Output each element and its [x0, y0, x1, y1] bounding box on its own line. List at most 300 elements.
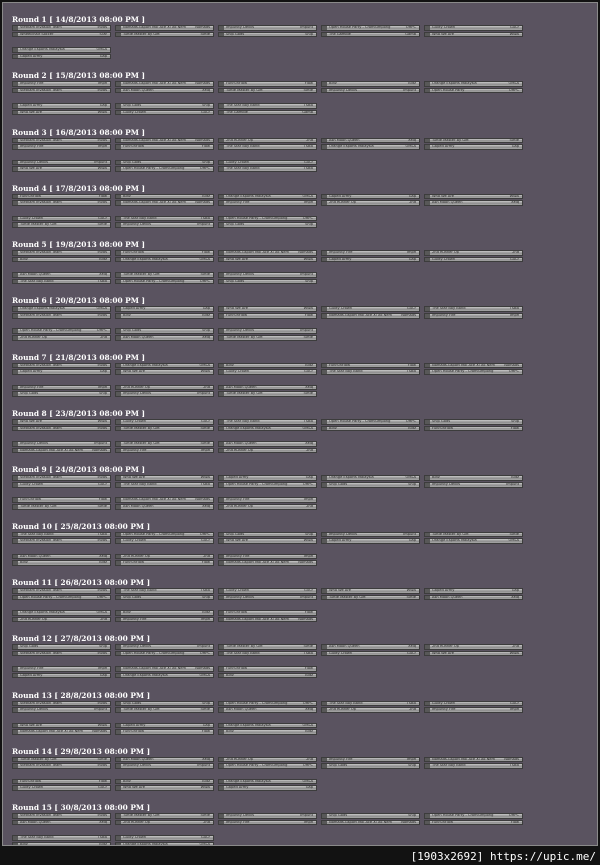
away-team-bar[interactable]	[115, 448, 214, 454]
match-card[interactable]	[218, 385, 317, 398]
away-team-bar[interactable]	[424, 651, 523, 657]
home-team-bar[interactable]	[12, 666, 111, 672]
away-team-bar[interactable]	[115, 313, 214, 319]
home-team-bar[interactable]	[115, 81, 214, 87]
away-team-bar[interactable]	[321, 595, 420, 601]
home-team-bar[interactable]	[12, 419, 111, 425]
match-card[interactable]	[424, 475, 523, 488]
home-team-bar[interactable]	[12, 81, 111, 87]
away-team-bar[interactable]	[424, 763, 523, 769]
away-team-bar[interactable]	[115, 617, 214, 623]
match-card[interactable]	[321, 532, 420, 545]
match-card[interactable]	[218, 160, 317, 173]
home-team-bar[interactable]	[218, 216, 317, 222]
home-team-bar[interactable]	[218, 610, 317, 616]
away-team-bar[interactable]	[218, 144, 317, 150]
home-team-bar[interactable]	[424, 475, 523, 481]
match-card[interactable]	[115, 25, 214, 38]
match-card[interactable]	[12, 610, 111, 623]
away-team-bar[interactable]	[12, 222, 111, 228]
match-card[interactable]	[115, 328, 214, 341]
away-team-bar[interactable]	[321, 313, 420, 319]
away-team-bar[interactable]	[12, 482, 111, 488]
match-card[interactable]	[115, 723, 214, 736]
home-team-bar[interactable]	[115, 532, 214, 538]
away-team-bar[interactable]	[12, 426, 111, 432]
away-team-bar[interactable]	[12, 110, 111, 116]
home-team-bar[interactable]	[321, 419, 420, 425]
home-team-bar[interactable]	[12, 835, 111, 841]
match-card[interactable]	[424, 25, 523, 38]
home-team-bar[interactable]	[115, 160, 214, 166]
away-team-bar[interactable]	[424, 257, 523, 263]
away-team-bar[interactable]	[218, 538, 317, 544]
match-card[interactable]	[424, 757, 523, 770]
home-team-bar[interactable]	[115, 588, 214, 594]
match-card[interactable]	[424, 138, 523, 151]
match-card[interactable]	[115, 532, 214, 545]
match-card[interactable]	[12, 25, 111, 38]
match-card[interactable]	[115, 306, 214, 319]
away-team-bar[interactable]	[115, 110, 214, 116]
match-card[interactable]	[115, 666, 214, 679]
match-card[interactable]	[12, 532, 111, 545]
match-card[interactable]	[12, 779, 111, 792]
away-team-bar[interactable]	[321, 763, 420, 769]
home-team-bar[interactable]	[321, 363, 420, 369]
away-team-bar[interactable]	[12, 538, 111, 544]
home-team-bar[interactable]	[115, 554, 214, 560]
match-card[interactable]	[218, 216, 317, 229]
away-team-bar[interactable]	[12, 391, 111, 397]
match-card[interactable]	[321, 644, 420, 657]
match-card[interactable]	[218, 644, 317, 657]
match-card[interactable]	[321, 138, 420, 151]
home-team-bar[interactable]	[12, 441, 111, 447]
home-team-bar[interactable]	[115, 644, 214, 650]
home-team-bar[interactable]	[218, 194, 317, 200]
away-team-bar[interactable]	[115, 144, 214, 150]
match-card[interactable]	[218, 813, 317, 826]
home-team-bar[interactable]	[424, 363, 523, 369]
away-team-bar[interactable]	[12, 166, 111, 172]
home-team-bar[interactable]	[424, 701, 523, 707]
away-team-bar[interactable]	[12, 763, 111, 769]
away-team-bar[interactable]	[115, 785, 214, 791]
away-team-bar[interactable]	[12, 313, 111, 319]
away-team-bar[interactable]	[115, 538, 214, 544]
match-card[interactable]	[115, 272, 214, 285]
away-team-bar[interactable]	[321, 482, 420, 488]
match-card[interactable]	[321, 701, 420, 714]
home-team-bar[interactable]	[321, 588, 420, 594]
away-team-bar[interactable]	[12, 54, 111, 60]
away-team-bar[interactable]	[321, 257, 420, 263]
away-team-bar[interactable]	[218, 820, 317, 826]
match-card[interactable]	[12, 666, 111, 679]
home-team-bar[interactable]	[115, 813, 214, 819]
away-team-bar[interactable]	[321, 144, 420, 150]
home-team-bar[interactable]	[424, 25, 523, 31]
home-team-bar[interactable]	[12, 216, 111, 222]
home-team-bar[interactable]	[218, 588, 317, 594]
home-team-bar[interactable]	[115, 757, 214, 763]
home-team-bar[interactable]	[321, 194, 420, 200]
away-team-bar[interactable]	[115, 369, 214, 375]
match-card[interactable]	[115, 779, 214, 792]
home-team-bar[interactable]	[12, 385, 111, 391]
home-team-bar[interactable]	[424, 757, 523, 763]
away-team-bar[interactable]	[12, 279, 111, 285]
away-team-bar[interactable]	[321, 369, 420, 375]
away-team-bar[interactable]	[424, 426, 523, 432]
home-team-bar[interactable]	[218, 701, 317, 707]
away-team-bar[interactable]	[218, 391, 317, 397]
away-team-bar[interactable]	[321, 651, 420, 657]
match-card[interactable]	[218, 81, 317, 94]
away-team-bar[interactable]	[218, 729, 317, 735]
away-team-bar[interactable]	[12, 257, 111, 263]
home-team-bar[interactable]	[115, 385, 214, 391]
away-team-bar[interactable]	[12, 200, 111, 206]
match-card[interactable]	[218, 610, 317, 623]
match-card[interactable]	[12, 757, 111, 770]
home-team-bar[interactable]	[115, 250, 214, 256]
away-team-bar[interactable]	[424, 538, 523, 544]
away-team-bar[interactable]	[218, 482, 317, 488]
home-team-bar[interactable]	[218, 813, 317, 819]
away-team-bar[interactable]	[321, 707, 420, 713]
home-team-bar[interactable]	[115, 363, 214, 369]
match-card[interactable]	[115, 644, 214, 657]
match-card[interactable]	[424, 701, 523, 714]
away-team-bar[interactable]	[424, 595, 523, 601]
away-team-bar[interactable]	[12, 617, 111, 623]
home-team-bar[interactable]	[12, 103, 111, 109]
away-team-bar[interactable]	[424, 482, 523, 488]
home-team-bar[interactable]	[424, 644, 523, 650]
away-team-bar[interactable]	[115, 842, 214, 846]
match-card[interactable]	[218, 194, 317, 207]
away-team-bar[interactable]	[424, 200, 523, 206]
match-card[interactable]	[115, 194, 214, 207]
away-team-bar[interactable]	[218, 560, 317, 566]
away-team-bar[interactable]	[115, 482, 214, 488]
home-team-bar[interactable]	[12, 723, 111, 729]
match-card[interactable]	[321, 25, 420, 38]
away-team-bar[interactable]	[424, 369, 523, 375]
away-team-bar[interactable]	[115, 391, 214, 397]
away-team-bar[interactable]	[218, 222, 317, 228]
away-team-bar[interactable]	[218, 504, 317, 510]
home-team-bar[interactable]	[218, 160, 317, 166]
home-team-bar[interactable]	[218, 779, 317, 785]
match-card[interactable]	[12, 306, 111, 319]
match-card[interactable]	[12, 363, 111, 376]
match-card[interactable]	[218, 532, 317, 545]
match-card[interactable]	[12, 103, 111, 116]
home-team-bar[interactable]	[115, 497, 214, 503]
away-team-bar[interactable]	[218, 448, 317, 454]
home-team-bar[interactable]	[12, 138, 111, 144]
away-team-bar[interactable]	[12, 595, 111, 601]
away-team-bar[interactable]	[321, 88, 420, 94]
away-team-bar[interactable]	[218, 673, 317, 679]
match-card[interactable]	[321, 813, 420, 826]
match-card[interactable]	[115, 835, 214, 846]
away-team-bar[interactable]	[218, 335, 317, 341]
match-card[interactable]	[424, 813, 523, 826]
home-team-bar[interactable]	[12, 497, 111, 503]
match-card[interactable]	[12, 644, 111, 657]
match-card[interactable]	[12, 554, 111, 567]
home-team-bar[interactable]	[12, 306, 111, 312]
away-team-bar[interactable]	[218, 369, 317, 375]
home-team-bar[interactable]	[115, 610, 214, 616]
match-card[interactable]	[218, 138, 317, 151]
home-team-bar[interactable]	[12, 554, 111, 560]
match-card[interactable]	[218, 441, 317, 454]
match-card[interactable]	[218, 497, 317, 510]
match-card[interactable]	[321, 81, 420, 94]
away-team-bar[interactable]	[115, 426, 214, 432]
away-team-bar[interactable]	[12, 842, 111, 846]
match-card[interactable]	[115, 138, 214, 151]
home-team-bar[interactable]	[218, 306, 317, 312]
away-team-bar[interactable]	[12, 673, 111, 679]
match-card[interactable]	[218, 666, 317, 679]
home-team-bar[interactable]	[12, 813, 111, 819]
home-team-bar[interactable]	[218, 644, 317, 650]
home-team-bar[interactable]	[12, 250, 111, 256]
match-card[interactable]	[218, 554, 317, 567]
home-team-bar[interactable]	[12, 644, 111, 650]
away-team-bar[interactable]	[218, 110, 317, 116]
away-team-bar[interactable]	[321, 32, 420, 38]
away-team-bar[interactable]	[115, 673, 214, 679]
match-card[interactable]	[321, 475, 420, 488]
match-card[interactable]	[115, 497, 214, 510]
home-team-bar[interactable]	[321, 250, 420, 256]
match-card[interactable]	[321, 757, 420, 770]
match-card[interactable]	[218, 250, 317, 263]
match-card[interactable]	[12, 385, 111, 398]
away-team-bar[interactable]	[12, 651, 111, 657]
away-team-bar[interactable]	[218, 279, 317, 285]
away-team-bar[interactable]	[115, 820, 214, 826]
away-team-bar[interactable]	[115, 335, 214, 341]
match-card[interactable]	[12, 160, 111, 173]
away-team-bar[interactable]	[12, 820, 111, 826]
away-team-bar[interactable]	[218, 313, 317, 319]
home-team-bar[interactable]	[12, 701, 111, 707]
match-card[interactable]	[321, 419, 420, 432]
away-team-bar[interactable]	[12, 560, 111, 566]
match-card[interactable]	[115, 588, 214, 601]
home-team-bar[interactable]	[424, 813, 523, 819]
home-team-bar[interactable]	[12, 272, 111, 278]
match-card[interactable]	[321, 194, 420, 207]
match-card[interactable]	[218, 779, 317, 792]
match-card[interactable]	[218, 475, 317, 488]
match-card[interactable]	[12, 497, 111, 510]
home-team-bar[interactable]	[424, 194, 523, 200]
home-team-bar[interactable]	[424, 306, 523, 312]
home-team-bar[interactable]	[115, 216, 214, 222]
away-team-bar[interactable]	[12, 785, 111, 791]
home-team-bar[interactable]	[115, 441, 214, 447]
home-team-bar[interactable]	[115, 723, 214, 729]
match-card[interactable]	[115, 475, 214, 488]
home-team-bar[interactable]	[115, 328, 214, 334]
home-team-bar[interactable]	[115, 779, 214, 785]
match-card[interactable]	[12, 588, 111, 601]
home-team-bar[interactable]	[12, 779, 111, 785]
away-team-bar[interactable]	[115, 279, 214, 285]
away-team-bar[interactable]	[321, 200, 420, 206]
match-card[interactable]	[115, 103, 214, 116]
match-card[interactable]	[12, 47, 111, 60]
away-team-bar[interactable]	[218, 426, 317, 432]
home-team-bar[interactable]	[12, 475, 111, 481]
home-team-bar[interactable]	[218, 532, 317, 538]
match-card[interactable]	[115, 757, 214, 770]
home-team-bar[interactable]	[321, 701, 420, 707]
match-card[interactable]	[12, 272, 111, 285]
match-card[interactable]	[115, 250, 214, 263]
home-team-bar[interactable]	[424, 532, 523, 538]
home-team-bar[interactable]	[12, 194, 111, 200]
away-team-bar[interactable]	[424, 32, 523, 38]
away-team-bar[interactable]	[115, 595, 214, 601]
match-card[interactable]	[218, 723, 317, 736]
home-team-bar[interactable]	[218, 475, 317, 481]
home-team-bar[interactable]	[424, 419, 523, 425]
home-team-bar[interactable]	[424, 81, 523, 87]
away-team-bar[interactable]	[218, 651, 317, 657]
home-team-bar[interactable]	[115, 138, 214, 144]
home-team-bar[interactable]	[115, 25, 214, 31]
away-team-bar[interactable]	[321, 538, 420, 544]
away-team-bar[interactable]	[218, 88, 317, 94]
home-team-bar[interactable]	[424, 250, 523, 256]
away-team-bar[interactable]	[12, 448, 111, 454]
home-team-bar[interactable]	[321, 532, 420, 538]
home-team-bar[interactable]	[115, 835, 214, 841]
match-card[interactable]	[218, 419, 317, 432]
match-card[interactable]	[115, 216, 214, 229]
match-card[interactable]	[321, 588, 420, 601]
home-team-bar[interactable]	[424, 588, 523, 594]
home-team-bar[interactable]	[12, 328, 111, 334]
away-team-bar[interactable]	[12, 144, 111, 150]
match-card[interactable]	[424, 81, 523, 94]
match-card[interactable]	[218, 588, 317, 601]
match-card[interactable]	[12, 723, 111, 736]
match-card[interactable]	[218, 328, 317, 341]
home-team-bar[interactable]	[218, 81, 317, 87]
away-team-bar[interactable]	[218, 707, 317, 713]
away-team-bar[interactable]	[115, 504, 214, 510]
away-team-bar[interactable]	[218, 617, 317, 623]
home-team-bar[interactable]	[321, 813, 420, 819]
home-team-bar[interactable]	[321, 475, 420, 481]
match-card[interactable]	[12, 701, 111, 714]
home-team-bar[interactable]	[321, 25, 420, 31]
away-team-bar[interactable]	[115, 88, 214, 94]
match-card[interactable]	[424, 250, 523, 263]
away-team-bar[interactable]	[115, 32, 214, 38]
home-team-bar[interactable]	[115, 306, 214, 312]
match-card[interactable]	[424, 194, 523, 207]
match-card[interactable]	[12, 250, 111, 263]
home-team-bar[interactable]	[218, 363, 317, 369]
home-team-bar[interactable]	[321, 757, 420, 763]
match-card[interactable]	[115, 419, 214, 432]
home-team-bar[interactable]	[218, 250, 317, 256]
match-card[interactable]	[12, 81, 111, 94]
away-team-bar[interactable]	[115, 763, 214, 769]
match-card[interactable]	[12, 813, 111, 826]
away-team-bar[interactable]	[115, 560, 214, 566]
home-team-bar[interactable]	[321, 306, 420, 312]
away-team-bar[interactable]	[12, 32, 111, 38]
home-team-bar[interactable]	[115, 475, 214, 481]
match-card[interactable]	[321, 306, 420, 319]
match-card[interactable]	[12, 835, 111, 846]
away-team-bar[interactable]	[115, 200, 214, 206]
away-team-bar[interactable]	[115, 166, 214, 172]
away-team-bar[interactable]	[12, 729, 111, 735]
home-team-bar[interactable]	[115, 194, 214, 200]
match-card[interactable]	[218, 25, 317, 38]
home-team-bar[interactable]	[115, 419, 214, 425]
match-card[interactable]	[115, 160, 214, 173]
home-team-bar[interactable]	[12, 757, 111, 763]
home-team-bar[interactable]	[218, 554, 317, 560]
away-team-bar[interactable]	[424, 144, 523, 150]
match-card[interactable]	[424, 588, 523, 601]
home-team-bar[interactable]	[115, 103, 214, 109]
home-team-bar[interactable]	[218, 25, 317, 31]
away-team-bar[interactable]	[424, 313, 523, 319]
match-card[interactable]	[115, 701, 214, 714]
home-team-bar[interactable]	[12, 363, 111, 369]
away-team-bar[interactable]	[115, 651, 214, 657]
match-card[interactable]	[424, 363, 523, 376]
home-team-bar[interactable]	[218, 723, 317, 729]
home-team-bar[interactable]	[218, 666, 317, 672]
away-team-bar[interactable]	[321, 426, 420, 432]
match-card[interactable]	[12, 419, 111, 432]
match-card[interactable]	[424, 419, 523, 432]
away-team-bar[interactable]	[218, 166, 317, 172]
match-card[interactable]	[12, 441, 111, 454]
home-team-bar[interactable]	[12, 532, 111, 538]
away-team-bar[interactable]	[321, 820, 420, 826]
home-team-bar[interactable]	[218, 757, 317, 763]
away-team-bar[interactable]	[218, 785, 317, 791]
home-team-bar[interactable]	[218, 272, 317, 278]
away-team-bar[interactable]	[12, 369, 111, 375]
home-team-bar[interactable]	[218, 103, 317, 109]
away-team-bar[interactable]	[12, 88, 111, 94]
home-team-bar[interactable]	[12, 588, 111, 594]
match-card[interactable]	[12, 475, 111, 488]
match-card[interactable]	[115, 81, 214, 94]
home-team-bar[interactable]	[218, 441, 317, 447]
match-card[interactable]	[218, 103, 317, 116]
